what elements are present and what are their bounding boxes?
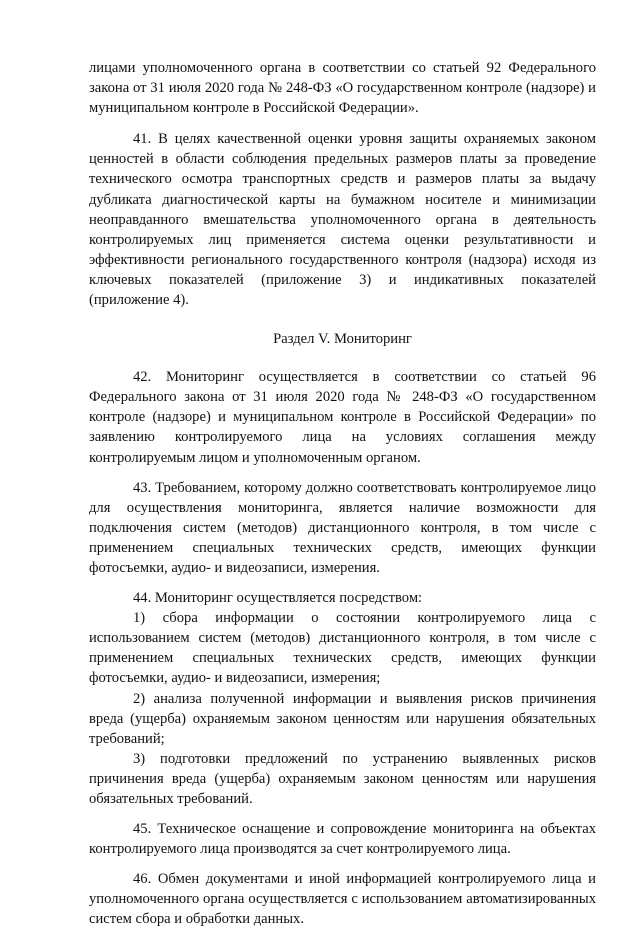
section-title: Раздел V. Мониторинг (273, 331, 412, 348)
paragraph-41: 41. В целях качественной оценки уровня защиты охраняемых законом ценностей в области соблюдения предельных размеров платы за проведение технического осмотра транспортных средств и размеров платы за выдачу дубликата диагностической карты на бумажном носителе и минимизации неоправданного вмешательства уполномоченного органа в деятельность контролируемых лиц применяется система оценки результативности и эффективности регионального государственного контроля (надзора) исходя из ключевых показателей (приложение 3) и индикативных показателей (приложение 4). (89, 131, 596, 309)
paragraph-42: 42. Мониторинг осуществляется в соответствии со статьей 96 Федерального закона от 31 июля 2020 года № 248-ФЗ «О государственном контроле (надзоре) и муниципальном контроле в Российской Федерации» по заявлению контролируемого лица на условиях соглашения между контролируемым лицом и уполномоченным органом. (89, 369, 596, 466)
paragraph-continuation: лицами уполномоченного органа в соответствии со статьей 92 Федерального закона от 31 июля 2020 года № 248-ФЗ «О государственном контроле (надзоре) и муниципальном контроле в Российской Федерации». (89, 60, 596, 117)
document-page (89, 58, 596, 930)
paragraph-44: 44. Мониторинг осуществляется посредством: (133, 590, 423, 607)
paragraph-46: 46. Обмен документами и иной информацией контролируемого лица и уполномоченного органа осуществляется с использованием автоматизированных систем сбора и обработки данных. (89, 871, 596, 928)
paragraph-45: 45. Техническое оснащение и сопровождение мониторинга на объектах контролируемого лица производятся за счет контролируемого лица. (89, 821, 596, 858)
paragraph-43: 43. Требованием, которому должно соответствовать контролируемое лицо для осуществления мониторинга, является наличие возможности для подключения систем (методов) дистанционного контроля, в том числе с применением специальных технических средств, имеющих функции фотосъемки, аудио- и видеозаписи, измерения. (89, 479, 596, 576)
paragraph-44-item-1: 1) сбора информации о состоянии контролируемого лица с использованием систем (методов) дистанционного контроля, в том числе с применением специальных технических средств, имеющих функции фотосъемки, аудио- и видеозаписи, измерения; (89, 610, 596, 687)
paragraph-44-item-2: 2) анализа полученной информации и выявления рисков причинения вреда (ущерба) охраняемым законом ценностям или нарушения обязательных требований; (89, 690, 596, 747)
paragraph-44-item-3: 3) подготовки предложений по устранению выявленных рисков причинения вреда (ущерба) охраняемым законом ценностям или нарушения обязательных требований. (89, 750, 596, 807)
